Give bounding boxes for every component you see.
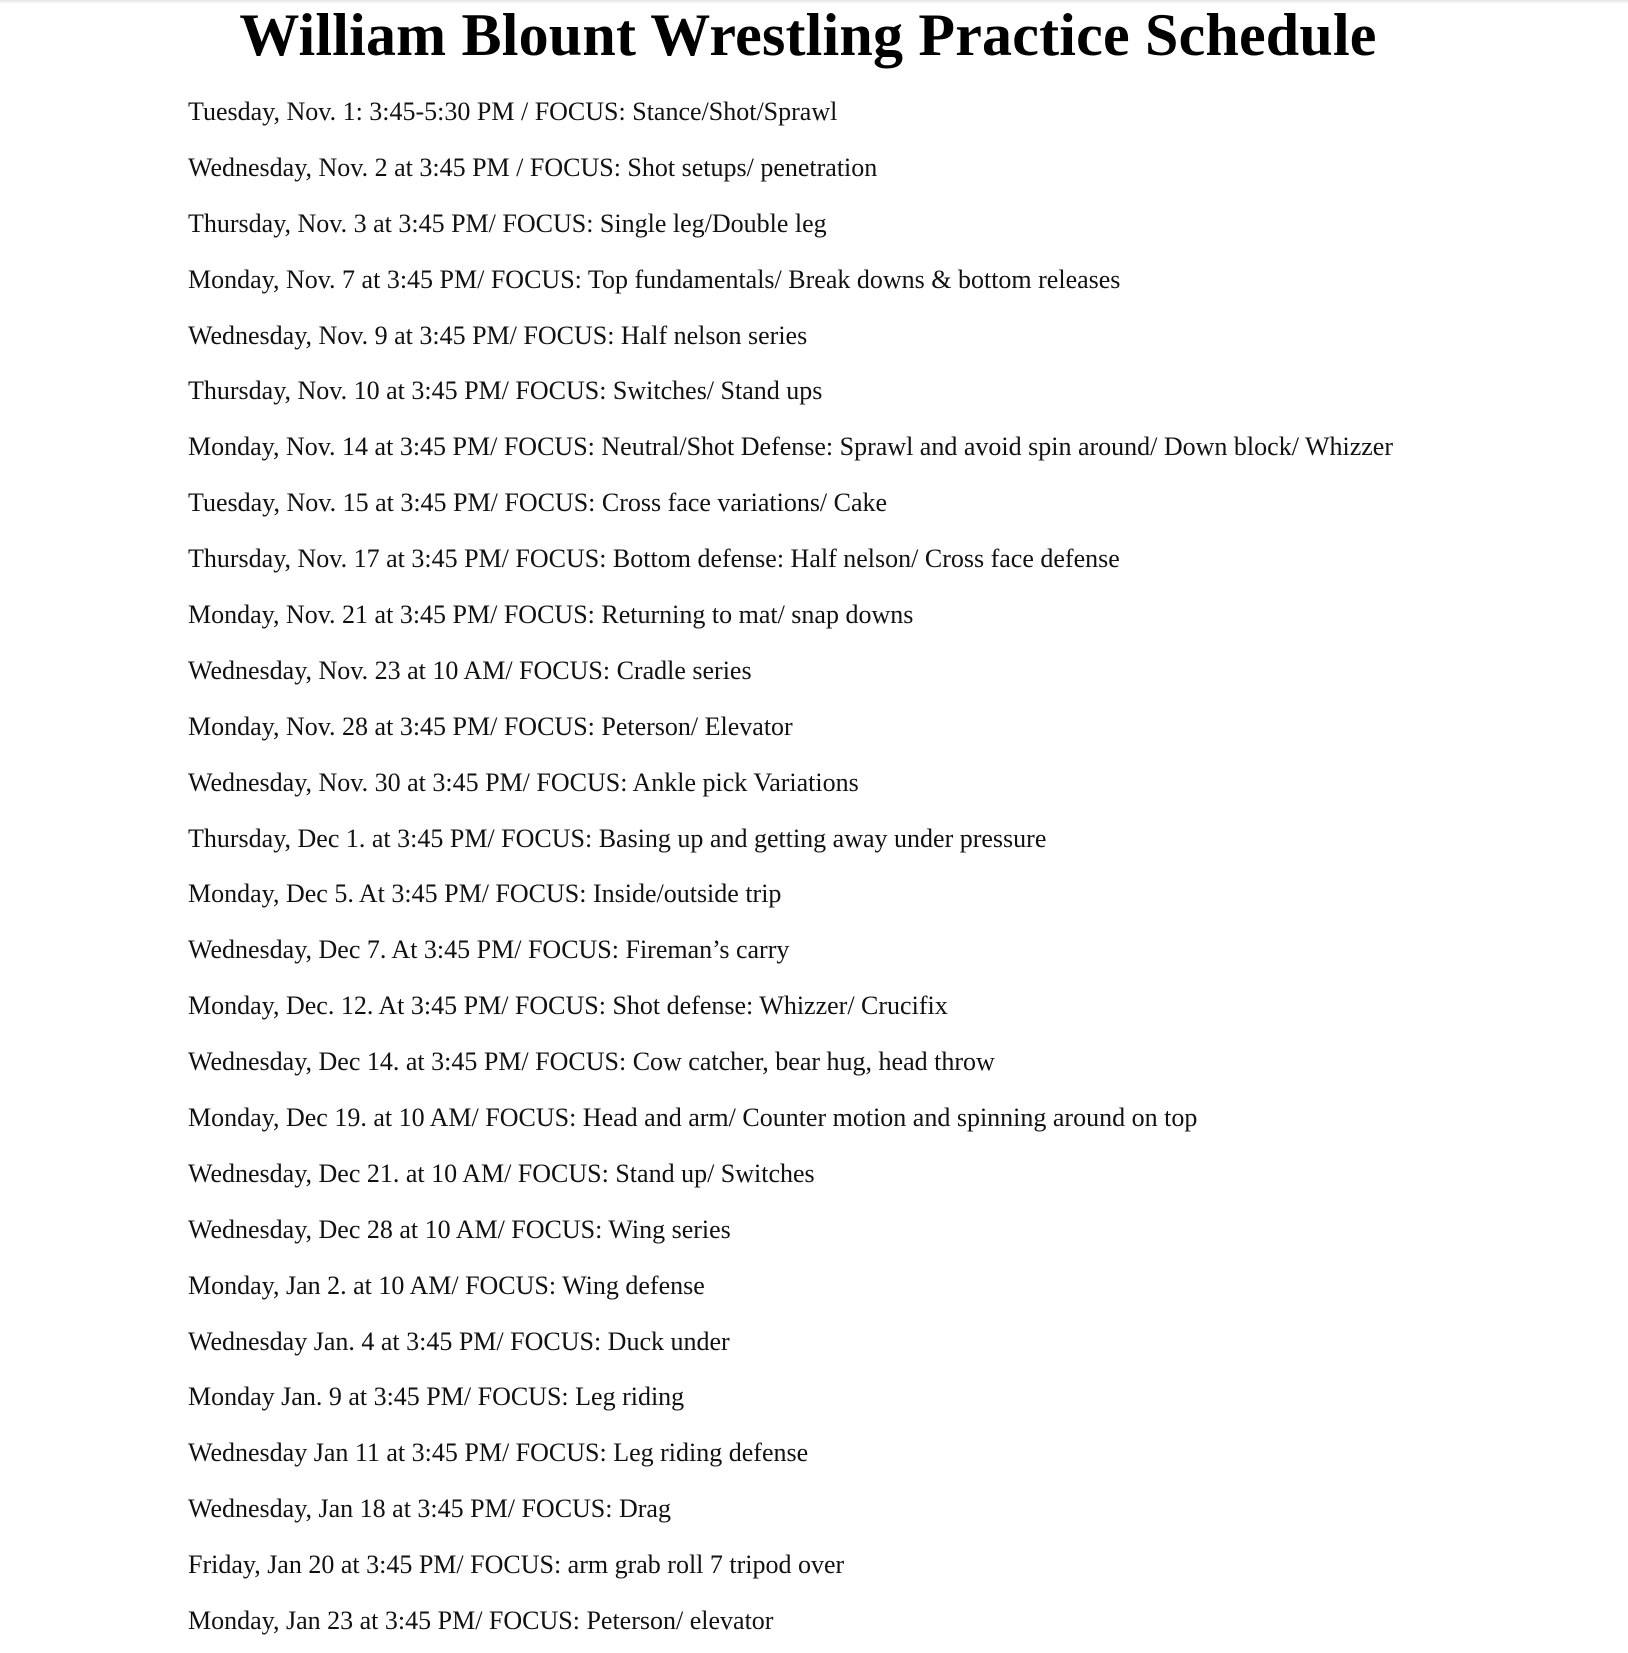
practice-schedule-list: [188, 88, 1393, 1653]
schedule-entry: Tuesday, Nov. 15 at 3:45 PM/ FOCUS: Cross face variations/ Cake: [188, 488, 888, 518]
schedule-entry: Thursday, Dec 1. at 3:45 PM/ FOCUS: Basing up and getting away under pressure: [188, 823, 1047, 853]
page-title: William Blount Wrestling Practice Schedule: [239, 2, 1377, 68]
schedule-entry: Wednesday Jan. 4 at 3:45 PM/ FOCUS: Duck under: [188, 1326, 730, 1356]
schedule-entry: Monday, Dec 19. at 10 AM/ FOCUS: Head and arm/ Counter motion and spinning around on top: [188, 1103, 1198, 1133]
schedule-entry: Tuesday, Nov. 1: 3:45-5:30 PM / FOCUS: Stance/Shot/Sprawl: [188, 97, 838, 126]
schedule-entry: Monday, Jan 2. at 10 AM/ FOCUS: Wing defense: [188, 1270, 705, 1300]
schedule-entry: Wednesday, Jan 18 at 3:45 PM/ FOCUS: Drag: [188, 1494, 671, 1524]
schedule-entry: Monday, Jan 23 at 3:45 PM/ FOCUS: Peterson/ elevator: [188, 1606, 774, 1636]
schedule-entry: Monday, Dec. 12. At 3:45 PM/ FOCUS: Shot defense: Whizzer/ Crucifix: [188, 991, 948, 1021]
schedule-entry: Monday, Nov. 7 at 3:45 PM/ FOCUS: Top fundamentals/ Break downs & bottom releases: [188, 264, 1121, 294]
schedule-entry: Wednesday, Dec 7. At 3:45 PM/ FOCUS: Fireman’s carry: [188, 935, 790, 965]
schedule-entry: Monday, Nov. 14 at 3:45 PM/ FOCUS: Neutral/Shot Defense: Sprawl and avoid spin around/ Down block/ Whizzer: [188, 432, 1393, 462]
schedule-entry: Wednesday, Dec 21. at 10 AM/ FOCUS: Stand up/ Switches: [188, 1158, 815, 1188]
schedule-entry: Wednesday Jan 11 at 3:45 PM/ FOCUS: Leg riding defense: [188, 1438, 809, 1468]
schedule-entry: Wednesday, Nov. 30 at 3:45 PM/ FOCUS: Ankle pick Variations: [188, 767, 859, 797]
schedule-entry: Thursday, Nov. 3 at 3:45 PM/ FOCUS: Single leg/Double leg: [188, 208, 827, 238]
schedule-entry: Wednesday, Nov. 2 at 3:45 PM / FOCUS: Shot setups/ penetration: [188, 152, 878, 182]
schedule-entry: Friday, Jan 20 at 3:45 PM/ FOCUS: arm grab roll 7 tripod over: [188, 1550, 845, 1580]
schedule-entry: Monday, Dec 5. At 3:45 PM/ FOCUS: Inside/outside trip: [188, 879, 782, 909]
schedule-entry: Monday, Nov. 28 at 3:45 PM/ FOCUS: Peterson/ Elevator: [188, 711, 793, 741]
schedule-entry: Wednesday, Dec 14. at 3:45 PM/ FOCUS: Cow catcher, bear hug, head throw: [188, 1047, 995, 1077]
schedule-entry: Monday, Nov. 21 at 3:45 PM/ FOCUS: Returning to mat/ snap downs: [188, 600, 914, 630]
schedule-entry: Thursday, Nov. 10 at 3:45 PM/ FOCUS: Switches/ Stand ups: [188, 376, 823, 406]
schedule-entry: Thursday, Nov. 17 at 3:45 PM/ FOCUS: Bottom defense: Half nelson/ Cross face defense: [188, 544, 1120, 574]
schedule-entry: Wednesday, Nov. 9 at 3:45 PM/ FOCUS: Half nelson series: [188, 320, 808, 350]
schedule-entry: Wednesday, Dec 28 at 10 AM/ FOCUS: Wing series: [188, 1214, 731, 1244]
schedule-entry: Wednesday, Nov. 23 at 10 AM/ FOCUS: Cradle series: [188, 655, 752, 685]
schedule-entry: Monday Jan. 9 at 3:45 PM/ FOCUS: Leg riding: [188, 1382, 685, 1412]
